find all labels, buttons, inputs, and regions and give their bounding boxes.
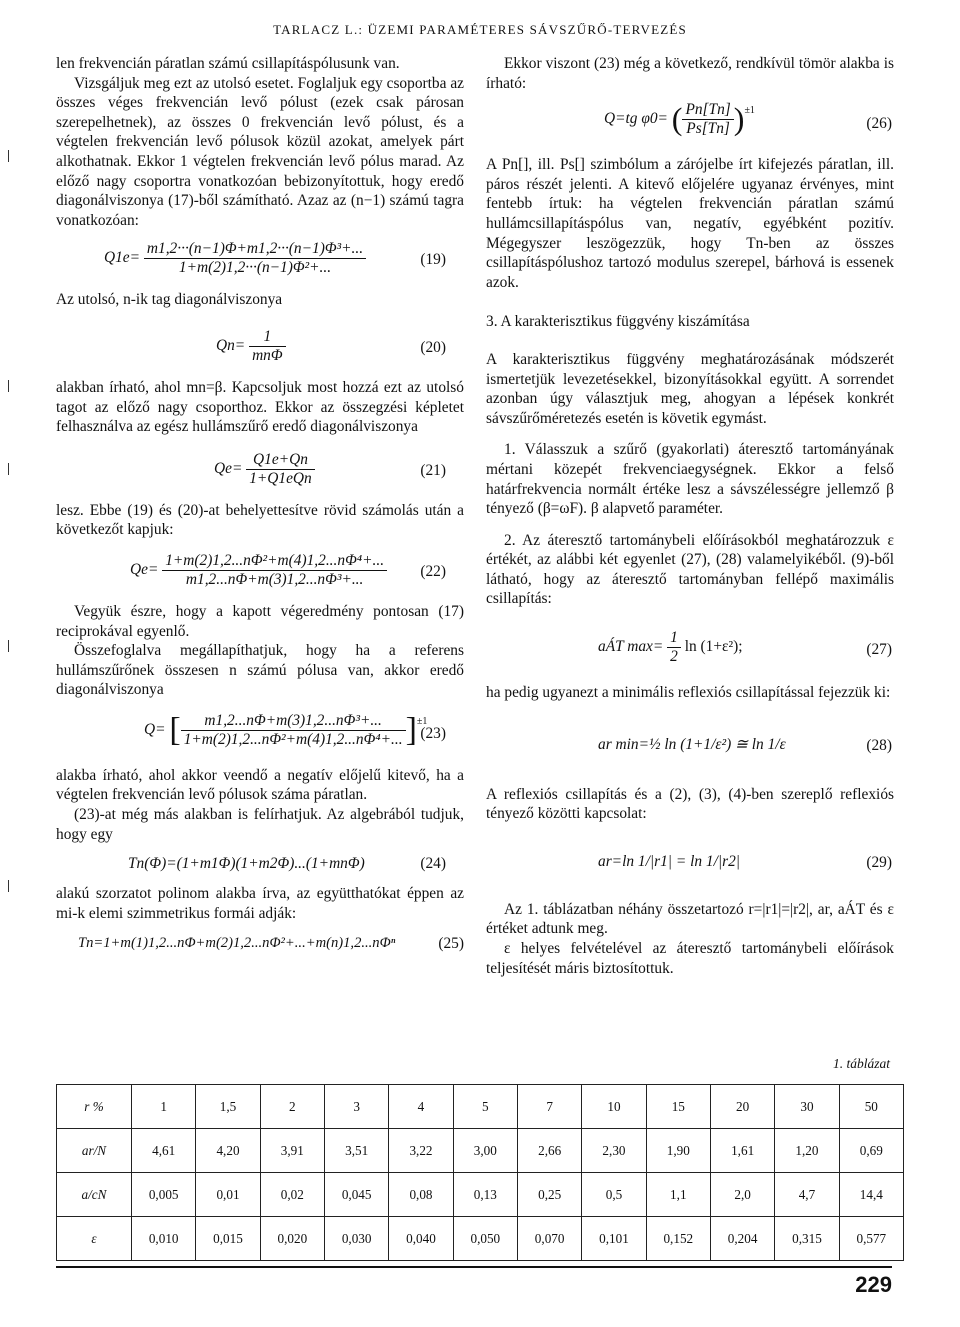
- equation-20: [56, 322, 464, 374]
- section-heading: 3. A karakterisztikus függvény kiszámítása: [486, 313, 750, 331]
- table-cell: 3,51: [324, 1129, 388, 1173]
- eq-lhs: Q=: [144, 720, 166, 738]
- eq-lhs: Qe=: [130, 560, 159, 578]
- equation-23: [56, 706, 464, 762]
- table-cell: 0,5: [582, 1173, 646, 1217]
- paragraph: lesz. Ebbe (19) és (20)-at behelyettesítve rövid számolás után a következőt kapjuk:: [56, 501, 464, 539]
- running-header: TARLACZ L.: ÜZEMI PARAMÉTERES SÁVSZŰRŐ-TERVEZÉS: [273, 22, 687, 37]
- table-cell: 0,204: [710, 1217, 774, 1261]
- denominator: 1+m(2)1,2...nΦ²+m(4)1,2...nΦ⁴+...: [183, 730, 403, 748]
- fraction: [246, 451, 315, 488]
- table-cell: 4: [389, 1085, 453, 1129]
- table-cell: 1,90: [646, 1129, 710, 1173]
- paragraph: 2. Az áteresztő tartománybeli előírásokból meghatározzuk ε értékét, az alábbi két egyenlet (27), (28) valamelyikéből. (9)-ből látható, hogy az áteresztő tartományban fellépő maximális csillapítás:: [486, 531, 894, 608]
- equation-24: [56, 848, 464, 880]
- equation-number: (24): [420, 855, 446, 873]
- equation-number: (19): [420, 251, 446, 269]
- fraction: [249, 328, 286, 365]
- table-cell: 0,08: [389, 1173, 453, 1217]
- table-row: [57, 1217, 904, 1261]
- table-cell: 20: [710, 1085, 774, 1129]
- paragraph: A reflexiós csillapítás és a (2), (3), (4)-ben szereplő reflexiós tényező közötti kapcsolat:: [486, 785, 894, 823]
- table-cell: 0,050: [453, 1217, 517, 1261]
- paragraph: len frekvencián páratlan számú csillapításpólusunk van.: [56, 55, 400, 72]
- equation-number: (29): [866, 854, 892, 872]
- table-cell: 0,020: [260, 1217, 324, 1261]
- paragraph: Vizsgáljuk meg ezt az utolsó esetet. Foglaljuk egy csoportba az összes véges frekvencián levő pólust (ezek csak párosan szerepelhetnek), az összes 0 frekvencián levő pólust, és a végtelen frekvencián levő pólusok közül azokat, amelyek párt alkothatnak. Ekkor 1 végtelen frekvencián levő pólus marad. Az előző nagy csoportra vonatkozóan bebizonyítottuk, hogy eredő diagonálviszonya (17)-ből számítható. Azaz az (n−1) számú tagra vonatkozóan:: [56, 74, 464, 229]
- table-cell: 0,070: [517, 1217, 581, 1261]
- table-cell: 4,61: [132, 1129, 196, 1173]
- table-cell: 1,61: [710, 1129, 774, 1173]
- table-cell: 5: [453, 1085, 517, 1129]
- table-cell: 0,315: [775, 1217, 839, 1261]
- table-cell: 2,0: [710, 1173, 774, 1217]
- paragraph: (23)-at még más alakban is felírhatjuk. Az algebrából tudjuk, hogy egy: [56, 806, 464, 843]
- fraction: [682, 101, 733, 138]
- paragraph: A karakterisztikus függvény meghatározásának módszerét ismertetjük levezetésekkel, bizonyításokkal együtt. A sorrendet azonban úgy választjuk meg, ahogyan a lépések konkrét sávszűrőméretezés esetén is követik egymást.: [486, 350, 894, 427]
- table-cell: 0,25: [517, 1173, 581, 1217]
- right-column: [486, 54, 894, 978]
- table-cell: 0,030: [324, 1217, 388, 1261]
- exponent: ±1: [416, 715, 428, 727]
- table-caption: 1. táblázat: [832, 1056, 890, 1071]
- equation-25: [56, 927, 464, 961]
- eq-lhs: Q1e=: [104, 249, 141, 267]
- denominator: Ps[Tn]: [686, 120, 730, 138]
- fraction: [162, 552, 387, 589]
- eq-lhs: Q=tg φ0=: [604, 110, 668, 128]
- numerator: Q1e+Qn: [246, 451, 315, 470]
- eq-body: Tn(Φ)=(1+m1Φ)(1+m2Φ)...(1+mnΦ): [128, 855, 365, 873]
- table-cell: 30: [775, 1085, 839, 1129]
- paren-open: (: [671, 100, 683, 137]
- margin-mark: [8, 150, 9, 162]
- table-cell: 0,040: [389, 1217, 453, 1261]
- paragraph: Vegyük észre, hogy a kapott végeredmény pontosan (17) reciprokával egyenlő.: [56, 602, 464, 640]
- equation-number: (22): [420, 563, 446, 581]
- table-cell: 10: [582, 1085, 646, 1129]
- numerator: m1,2···(n−1)Φ+m1,2···(n−1)Φ³+...: [144, 240, 366, 259]
- numerator: m1,2...nΦ+m(3)1,2...nΦ³+...: [181, 712, 406, 731]
- numerator: Pn[Tn]: [682, 101, 733, 120]
- left-column: [56, 54, 464, 965]
- equation-number: (21): [420, 461, 446, 479]
- table-cell: 2,30: [582, 1129, 646, 1173]
- equation-number: (25): [438, 935, 464, 953]
- table-cell: 0,010: [132, 1217, 196, 1261]
- equation-29: [486, 830, 894, 896]
- eq-lhs: Qe=: [214, 459, 243, 477]
- table-cell: 14,4: [839, 1173, 903, 1217]
- equation-number: (23): [420, 725, 446, 743]
- row-header-cell: a/cN: [57, 1173, 132, 1217]
- table-cell: 1,20: [775, 1129, 839, 1173]
- table-cell: 0,005: [132, 1173, 196, 1217]
- paren-close: ): [733, 100, 745, 137]
- table-cell: 0,152: [646, 1217, 710, 1261]
- exponent: ±1: [744, 105, 755, 117]
- equation-27: [486, 621, 894, 679]
- table-cell: 3: [324, 1085, 388, 1129]
- numerator: 1: [667, 629, 681, 648]
- page-number: 229: [855, 1266, 892, 1298]
- table-cell: 2,66: [517, 1129, 581, 1173]
- bracket-close: ]: [405, 711, 417, 749]
- equation-21: [56, 445, 464, 497]
- margin-mark: [8, 463, 9, 475]
- paragraph: Ekkor viszont (23) még a következő, rendkívül tömör alakba is írható:: [486, 55, 894, 92]
- table-cell: 0,577: [839, 1217, 903, 1261]
- denominator: m1,2...nΦ+m(3)1,2...nΦ³+...: [185, 570, 364, 588]
- paragraph: ha pedig ugyanezt a minimális reflexiós csillapítással fejezzük ki:: [486, 684, 891, 702]
- row-header-cell: r %: [57, 1085, 132, 1129]
- paragraph: alakba írható, ahol akkor veendő a negatív előjelű kitevő, ha a végtelen frekvencián levő pólusok száma páratlan.: [56, 766, 464, 804]
- margin-mark: [8, 640, 9, 652]
- table-row: [57, 1085, 904, 1129]
- fraction: [181, 712, 406, 749]
- table-cell: 2: [260, 1085, 324, 1129]
- margin-mark: [8, 880, 9, 892]
- row-header-cell: ar/N: [57, 1129, 132, 1173]
- table-cell: 0,01: [196, 1173, 260, 1217]
- paragraph: 1. Válasszuk a szűrő (gyakorlati) áteresztő tartományának mértani közepét frekvenciaegységnek. Ekkor a felső határfrekvencia normált értéke lesz a sávszélességre jellemző β tényező (β=ωF). β alapvető paraméter.: [486, 441, 894, 518]
- table-cell: 0,045: [324, 1173, 388, 1217]
- paragraph: Az 1. táblázatban néhány összetartozó r=|r1|=|r2|, ar, aÁT és ε értéket adtunk meg.: [486, 900, 894, 938]
- table-cell: 50: [839, 1085, 903, 1129]
- table-cell: 0,015: [196, 1217, 260, 1261]
- equation-22: [56, 546, 464, 598]
- paragraph: Az utolsó, n-ik tag diagonálviszonya: [56, 291, 283, 309]
- eq-lhs: aÁT max=: [598, 638, 664, 656]
- equation-28: [486, 711, 894, 781]
- denominator: 2: [670, 648, 678, 666]
- paragraph: alakban írható, ahol mn=β. Kapcsoljuk most hozzá ezt az utolsó tagot az előző nagy csoporthoz. Ekkor az összegzési képletet felhasználva az egész hullámszűrő eredő diagonálviszonya: [56, 378, 464, 436]
- numerator: 1: [249, 328, 286, 347]
- table-cell: 0,101: [582, 1217, 646, 1261]
- paragraph: A Pn[], ill. Ps[] szimbólum a zárójelbe írt kifejezés páratlan, ill. páros részét jelenti. A kitevő előjelére ugyanaz érvényes, mint fentebb írtuk: ha végtelen frekvencián páratlan számú hullámcsillapításpólus van, negatív, egyébként pozitív. Mégegyszer leszögezzük, hogy Tn-ben az összes csillapításpólushoz tartozó modulus szerepel, bárhová is essenek azok.: [486, 156, 894, 291]
- data-table: [56, 1084, 904, 1261]
- fraction: [144, 240, 366, 277]
- table-cell: 4,7: [775, 1173, 839, 1217]
- equation-number: (28): [866, 736, 892, 754]
- equation-number: (27): [866, 641, 892, 659]
- table-cell: 1,5: [196, 1085, 260, 1129]
- equation-19: [56, 234, 464, 286]
- equation-number: (20): [420, 339, 446, 357]
- eq-lhs: Qn=: [216, 336, 246, 354]
- table-cell: 4,20: [196, 1129, 260, 1173]
- eq-body: ar=ln 1/|r1| = ln 1/|r2|: [598, 852, 741, 870]
- table-row: [57, 1173, 904, 1217]
- equation-26: [486, 97, 894, 151]
- denominator: 1+Q1eQn: [249, 469, 312, 487]
- table-cell: 3,00: [453, 1129, 517, 1173]
- fraction: [667, 629, 681, 666]
- table-cell: 7: [517, 1085, 581, 1129]
- table-row: [57, 1129, 904, 1173]
- paragraph: ε helyes felvételével az áteresztő tartománybeli előírások teljesítését máris biztosítottuk.: [486, 940, 894, 977]
- table-cell: 0,13: [453, 1173, 517, 1217]
- numerator: 1+m(2)1,2...nΦ²+m(4)1,2...nΦ⁴+...: [162, 552, 387, 571]
- table-cell: 0,02: [260, 1173, 324, 1217]
- table-cell: 1: [132, 1085, 196, 1129]
- footer-rule: [56, 1266, 892, 1268]
- table-cell: 0,69: [839, 1129, 903, 1173]
- margin-mark: [8, 380, 9, 392]
- eq-body: Tn=1+m(1)1,2...nΦ+m(2)1,2...nΦ²+...+m(n)1,2...nΦⁿ: [78, 935, 396, 952]
- table-cell: 3,22: [389, 1129, 453, 1173]
- table-cell: 1,1: [646, 1173, 710, 1217]
- paragraph: alakú szorzatot polinom alakba írva, az együtthatókat éppen az mi-k elemi szimmetrikus formái adják:: [56, 885, 464, 922]
- eq-rhs: ln (1+ε²);: [684, 638, 743, 656]
- paragraph: Összefoglalva megállapíthatjuk, hogy ha a referens hullámszűrőnek összesen n számú pólusa van, akkor eredő diagonálviszonya: [56, 642, 464, 699]
- denominator: 1+m(2)1,2···(n−1)Φ²+...: [178, 259, 332, 277]
- row-header-cell: ε: [57, 1217, 132, 1261]
- bracket-open: [: [169, 711, 181, 749]
- table-cell: 3,91: [260, 1129, 324, 1173]
- equation-number: (26): [866, 115, 892, 133]
- denominator: mnΦ: [252, 346, 283, 364]
- table-cell: 15: [646, 1085, 710, 1129]
- eq-body: ar min=½ ln (1+1/ε²) ≅ ln 1/ε: [598, 735, 786, 753]
